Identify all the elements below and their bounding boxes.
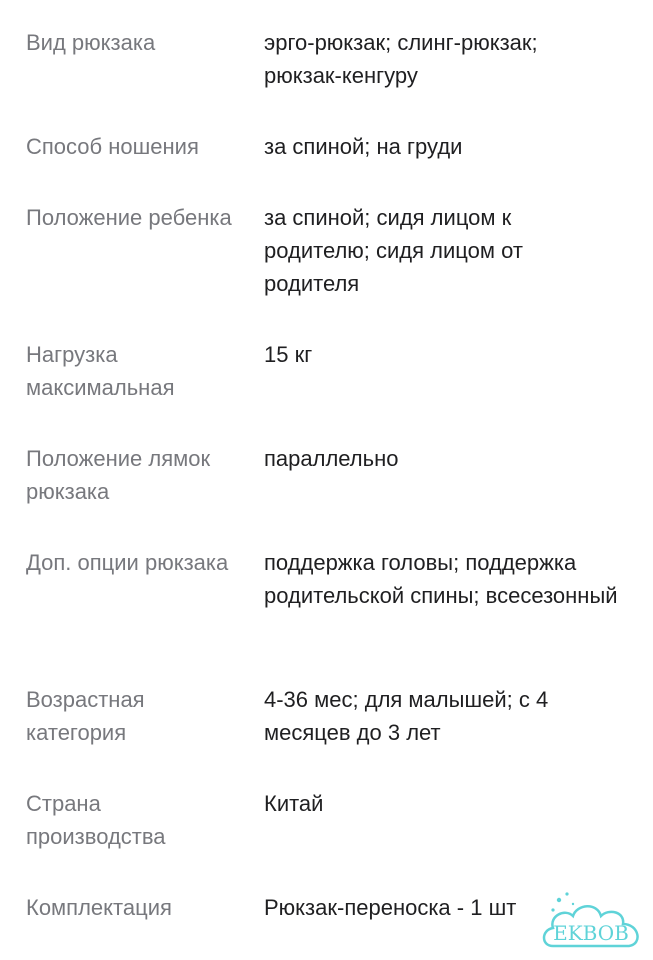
spec-value: за спиной; на груди [264, 134, 463, 159]
spec-label: Страна производства [26, 791, 166, 849]
spec-label: Комплектация [26, 895, 172, 920]
spec-value: 15 кг [264, 342, 313, 367]
specs-list [0, 26, 653, 951]
spec-value: 4-36 мес; для малышей; с 4 месяцев до 3 лет [264, 687, 549, 745]
spec-value: Китай [264, 791, 324, 816]
header-cut-off [26, 0, 426, 6]
logo-text: EKBOB [553, 921, 629, 945]
spec-label: Нагрузка максимальная [26, 342, 175, 400]
spec-row-max-load [0, 338, 653, 442]
spec-row-strap-position [0, 442, 653, 546]
spec-value: Рюкзак-переноска - 1 шт [264, 895, 517, 920]
spec-label: Доп. опции рюкзака [26, 550, 229, 575]
spec-row-backpack-type [0, 26, 653, 130]
spec-value: параллельно [264, 446, 399, 471]
spec-row-child-position [0, 201, 653, 338]
spec-row-extra-options [0, 546, 653, 683]
spec-row-age-category [0, 683, 653, 787]
spec-label: Положение ребенка [26, 205, 232, 230]
spec-label: Вид рюкзака [26, 30, 156, 55]
spec-label: Способ ношения [26, 134, 199, 159]
spec-label: Возрастная категория [26, 687, 145, 745]
spec-label: Положение лямок рюкзака [26, 446, 211, 504]
spec-value: эрго-рюкзак; слинг-рюкзак; рюкзак-кенгуру [264, 30, 538, 88]
spec-value: за спиной; сидя лицом к родителю; сидя лицом от родителя [264, 205, 523, 296]
spec-value: поддержка головы; поддержка родительской спины; всесезонный [264, 550, 618, 608]
ekbob-logo-watermark [539, 886, 649, 958]
spec-row-country [0, 787, 653, 891]
spec-row-carry-method [0, 130, 653, 201]
